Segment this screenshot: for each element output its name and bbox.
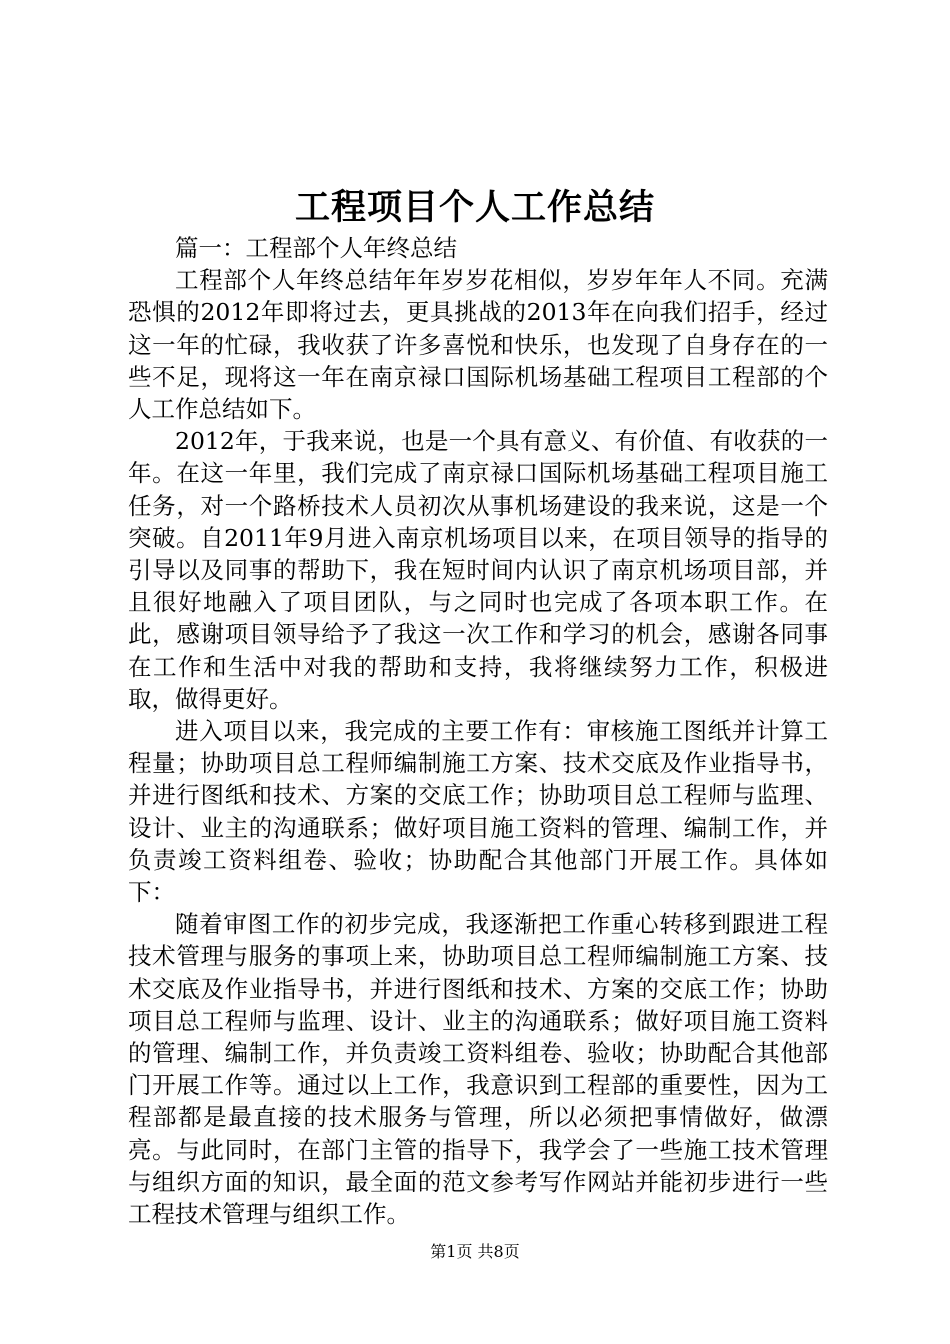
page-number-footer: 第1页 共8页 <box>430 1242 520 1261</box>
document-body <box>128 232 828 1230</box>
document-title: 工程项目个人工作总结 <box>294 187 655 228</box>
section-heading: 篇一：工程部个人年终总结 <box>175 234 457 262</box>
body-paragraph: 工程部个人年终总结年年岁岁花相似，岁岁年年人不同。充满恐惧的2012年即将过去，更具挑战的2013年在向我们招手，经过这一年的忙碌，我收获了许多喜悦和快乐，也发现了自身存在的一些不足，现将这一年在南京禄口国际机场基础工程项目工程部的个人工作总结如下。 <box>128 266 828 424</box>
body-paragraph: 随着审图工作的初步完成，我逐渐把工作重心转移到跟进工程技术管理与服务的事项上来，协助项目总工程师编制施工方案、技术交底及作业指导书，并进行图纸和技术、方案的交底工作；协助项目总工程师与监理、设计、业主的沟通联系；做好项目施工资料的管理、编制工作，并负责竣工资料组卷、验收；协助配合其他部门开展工作等。通过以上工作，我意识到工程部的重要性，因为工程部都是最直接的技术服务与管理，所以必须把事情做好，做漂亮。与此同时，在部门主管的指导下，我学会了一些施工技术管理与组织方面的知识，最全面的范文参考写作网站并能初步进行一些工程技术管理与组织工作。 <box>128 910 828 1229</box>
body-paragraph: 2012年，于我来说，也是一个具有意义、有价值、有收获的一年。在这一年里，我们完成了南京禄口国际机场基础工程项目施工任务，对一个路桥技术人员初次从事机场建设的我来说，这是一个突破。自2011年9月进入南京机场项目以来，在项目领导的指导的引导以及同事的帮助下，我在短时间内认识了南京机场项目部，并且很好地融入了项目团队，与之同时也完成了各项本职工作。在此，感谢项目领导给予了我这一次工作和学习的机会，感谢各同事在工作和生活中对我的帮助和支持，我将继续努力工作，积极进取，做得更好。 <box>128 427 828 713</box>
body-paragraph: 进入项目以来，我完成的主要工作有：审核施工图纸并计算工程量；协助项目总工程师编制施工方案、技术交底及作业指导书，并进行图纸和技术、方案的交底工作；协助项目总工程师与监理、设计、业主的沟通联系；做好项目施工资料的管理、编制工作，并负责竣工资料组卷、验收；协助配合其他部门开展工作。具体如下： <box>128 717 828 907</box>
